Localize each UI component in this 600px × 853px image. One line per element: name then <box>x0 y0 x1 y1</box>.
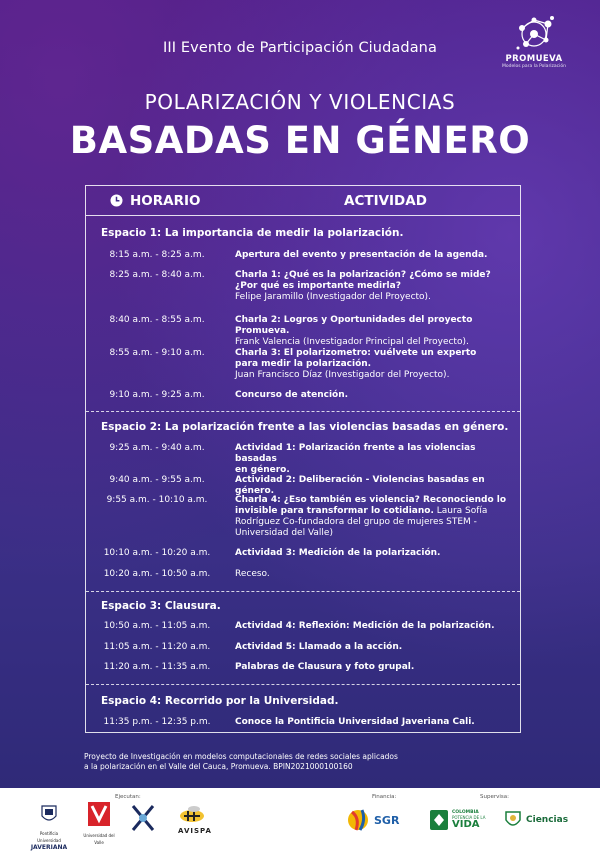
network-icon <box>512 14 556 54</box>
sgr-icon <box>346 806 372 834</box>
row-activity: Apertura del evento y presentación de la agenda. <box>235 250 488 260</box>
row-time: 11:35 p.m. - 12:35 p.m. <box>103 717 211 727</box>
footnote-line2: a la polarización en el Valle del Cauca, Promueva. BPIN2021000100160 <box>84 762 353 771</box>
row-activity: Charla 3: El polarizometro: vuélvete un experto para medir la polarización. Juan Francisco Díaz (Investigador del Proyecto). <box>235 348 477 380</box>
event-title: III Evento de Participación Ciudadana <box>163 40 437 56</box>
row-time: 10:20 a.m. - 10:50 a.m. <box>103 569 211 579</box>
table-header <box>86 186 520 216</box>
row-time: 9:25 a.m. - 9:40 a.m. <box>109 443 205 453</box>
section-title-4: Espacio 4: Recorrido por la Universidad. <box>101 695 339 707</box>
row-activity: Actividad 5: Llamado a la acción. <box>235 642 403 652</box>
row-activity: Palabras de Clausura y foto grupal. <box>235 662 415 672</box>
section-title-1: Espacio 1: La importancia de medir la polarización. <box>101 227 404 239</box>
section-divider <box>86 684 520 685</box>
sponsor-bar <box>0 788 600 853</box>
javeriana-logo: Pontificia Universidad JAVERIANA <box>28 804 70 851</box>
sgr-logo: SGR <box>346 806 406 836</box>
section-title-3: Espacio 3: Clausura. <box>101 600 221 612</box>
footnote <box>84 752 524 772</box>
section-divider <box>86 591 520 592</box>
ciencias-logo: Ciencias <box>504 810 568 834</box>
logo-tagline: Modelos para la Polarización <box>502 64 566 69</box>
univalle-icon <box>82 802 116 828</box>
row-time: 8:40 a.m. - 8:55 a.m. <box>109 315 205 325</box>
row-activity: Actividad 3: Medición de la polarización. <box>235 548 441 558</box>
clock-icon <box>110 194 123 207</box>
row-time: 10:10 a.m. - 10:20 a.m. <box>103 548 211 558</box>
title-line1: POLARIZACIÓN Y VIOLENCIAS <box>144 90 456 114</box>
title-line2: BASADAS EN GÉNERO <box>69 119 531 162</box>
wasp-icon <box>170 804 220 824</box>
row-activity: Charla 4: ¿Eso también es violencia? Reconociendo lo invisible para transformar lo cotidiano. Laura Sofía Rodríguez Co-fundadora del grupo de mujeres STEM - Universidad del Valle) <box>235 495 507 538</box>
row-activity: Charla 2: Logros y Oportunidades del proyecto Promueva. Frank Valencia (Investigador Principal del Proyecto). <box>235 315 473 347</box>
row-activity: Charla 1: ¿Qué es la polarización? ¿Cómo se mide? ¿Por qué es importante medirla? Felipe Jaramillo (Investigador del Proyecto). <box>235 270 491 302</box>
col-actividad: ACTIVIDAD <box>344 193 427 209</box>
colombia-logo: COLOMBIA POTENCIA DE LA VIDA <box>430 810 494 840</box>
row-time: 10:50 a.m. - 11:05 a.m. <box>103 621 211 631</box>
row-time: 9:55 a.m. - 10:10 a.m. <box>106 495 208 505</box>
univalle-logo: Universidad del Valle <box>82 802 116 846</box>
shield-icon <box>28 804 70 826</box>
executor-logo <box>128 802 158 838</box>
row-activity: Concurso de atención. <box>235 390 349 400</box>
schedule-table <box>85 185 521 733</box>
row-time: 8:15 a.m. - 8:25 a.m. <box>109 250 205 260</box>
flag-icon <box>430 810 448 830</box>
row-time: 9:10 a.m. - 9:25 a.m. <box>109 390 205 400</box>
promueva-logo <box>494 14 574 78</box>
row-activity: Conoce la Pontificia Universidad Javeriana Cali. <box>235 717 475 727</box>
ejecutan-label: Ejecutan: <box>115 794 141 800</box>
row-activity: Actividad 4: Reflexión: Medición de la polarización. <box>235 621 495 631</box>
x-mark-icon <box>128 802 158 834</box>
row-time: 8:25 a.m. - 8:40 a.m. <box>109 270 205 280</box>
col-horario: HORARIO <box>130 193 201 209</box>
row-time: 11:05 a.m. - 11:20 a.m. <box>103 642 211 652</box>
supervisa-label: Supervisa: <box>480 794 509 800</box>
row-time: 11:20 a.m. - 11:35 a.m. <box>103 662 211 672</box>
row-activity: Actividad 1: Polarización frente a las violencias basadas en género. <box>235 443 476 475</box>
avispa-logo: AVISPA <box>170 804 220 835</box>
logo-name: PROMUEVA <box>505 54 563 64</box>
row-activity: Actividad 2: Deliberación - Violencias basadas en género. <box>235 475 485 496</box>
section-divider <box>86 411 520 412</box>
row-time: 9:40 a.m. - 9:55 a.m. <box>109 475 205 485</box>
row-activity: Receso. <box>235 569 270 579</box>
crest-icon <box>504 810 522 830</box>
financia-label: Financia: <box>372 794 397 800</box>
footnote-line1: Proyecto de Investigación en modelos computacionales de redes sociales aplicados <box>84 752 398 761</box>
row-time: 8:55 a.m. - 9:10 a.m. <box>109 348 205 358</box>
section-title-2: Espacio 2: La polarización frente a las violencias basadas en género. <box>101 421 509 433</box>
